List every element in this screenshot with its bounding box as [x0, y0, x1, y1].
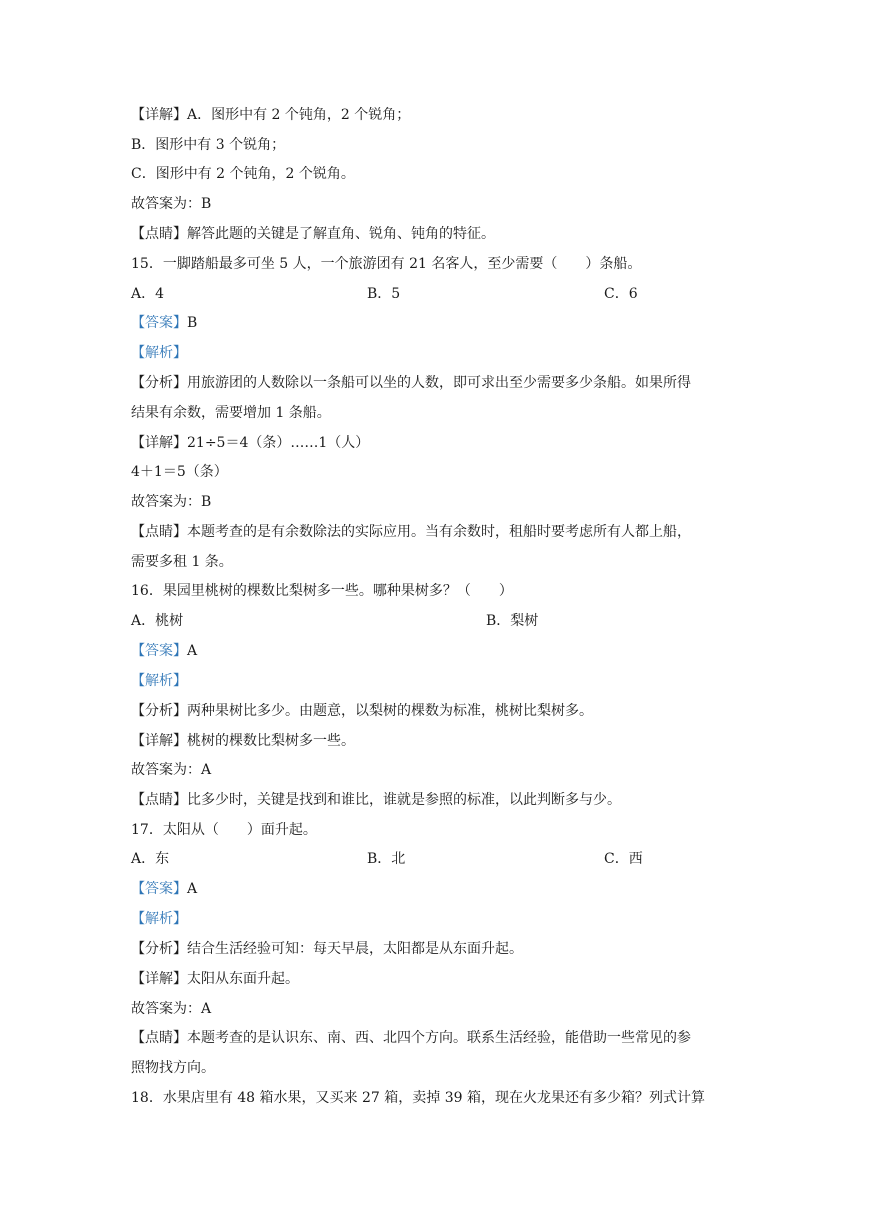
q14-detail-line-a: 【详解】A．图形中有 2 个钝角，2 个锐角； — [131, 107, 411, 123]
q17-answer-line — [131, 877, 197, 901]
q17-option-a: A．东 — [131, 851, 170, 867]
answer-value: B — [187, 315, 198, 331]
q14-detail-line-b: B．图形中有 3 个锐角； — [131, 137, 286, 153]
q17-option-c: C．西 — [604, 851, 643, 867]
q17-option-b: B．北 — [367, 851, 406, 867]
q14-answer-line: 故答案为：B — [131, 196, 212, 212]
q15-comment-line-a: 【点睛】本题考查的是有余数除法的实际应用。当有余数时，租船时要考虑所有人都上船， — [131, 524, 691, 540]
q17-analysis-tag: 【解析】 — [131, 911, 187, 927]
q16-comment-line: 【点睛】比多少时，关键是找到和谁比，谁就是参照的标准，以此判断多与少。 — [131, 792, 621, 808]
answer-value: A — [187, 643, 198, 659]
q17-comment-line-b: 照物找方向。 — [131, 1060, 215, 1076]
q17-question: 17．太阳从（ ）面升起。 — [131, 822, 317, 838]
q15-option-c: C．6 — [604, 286, 638, 302]
q14-comment-line: 【点睛】解答此题的关键是了解直角、锐角、钝角的特征。 — [131, 226, 495, 242]
answer-tag: 【答案】 — [131, 315, 187, 331]
q17-detail-line: 【详解】太阳从东面升起。 — [131, 971, 299, 987]
q17-final-answer: 故答案为：A — [131, 1001, 212, 1017]
q15-final-answer: 故答案为：B — [131, 494, 212, 510]
q14-detail-line-c: C．图形中有 2 个钝角，2 个锐角。 — [131, 166, 355, 182]
q16-option-b: B．梨树 — [486, 613, 539, 629]
q16-detail-line: 【详解】桃树的棵数比梨树多一些。 — [131, 733, 355, 749]
q15-detail-line-b: 4＋1＝5（条） — [131, 464, 228, 480]
q15-comment-line-b: 需要多租 1 条。 — [131, 554, 233, 570]
q15-analysis-line-b: 结果有余数，需要增加 1 条船。 — [131, 405, 331, 421]
q15-option-b: B．5 — [367, 286, 401, 302]
q16-answer-line — [131, 639, 197, 663]
q16-final-answer: 故答案为：A — [131, 762, 212, 778]
q15-analysis-line-a: 【分析】用旅游团的人数除以一条船可以坐的人数，即可求出至少需要多少条船。如果所得 — [131, 375, 691, 391]
q15-option-a: A．4 — [131, 286, 165, 302]
q16-analysis-tag: 【解析】 — [131, 673, 187, 689]
answer-tag: 【答案】 — [131, 643, 187, 659]
q15-answer-line — [131, 311, 197, 335]
q18-question: 18．水果店里有 48 箱水果，又买来 27 箱，卖掉 39 箱，现在火龙果还有多少箱？列式计算 — [131, 1090, 705, 1106]
q15-detail-line-a: 【详解】21÷5＝4（条）……1（人） — [131, 435, 370, 451]
q17-analysis-line: 【分析】结合生活经验可知：每天早晨，太阳都是从东面升起。 — [131, 941, 523, 957]
q17-comment-line-a: 【点睛】本题考查的是认识东、南、西、北四个方向。联系生活经验，能借助一些常见的参 — [131, 1030, 691, 1046]
q15-question: 15．一脚踏船最多可坐 5 人，一个旅游团有 21 名客人，至少需要（ ）条船。 — [131, 256, 642, 272]
q16-option-a: A．桃树 — [131, 613, 184, 629]
q16-analysis-line: 【分析】两种果树比多少。由题意，以梨树的棵数为标准，桃树比梨树多。 — [131, 703, 593, 719]
answer-value: A — [187, 881, 198, 897]
answer-tag: 【答案】 — [131, 881, 187, 897]
q15-analysis-tag: 【解析】 — [131, 345, 187, 361]
q16-question: 16．果园里桃树的棵数比梨树多一些。哪种果树多？（ ） — [131, 583, 513, 599]
